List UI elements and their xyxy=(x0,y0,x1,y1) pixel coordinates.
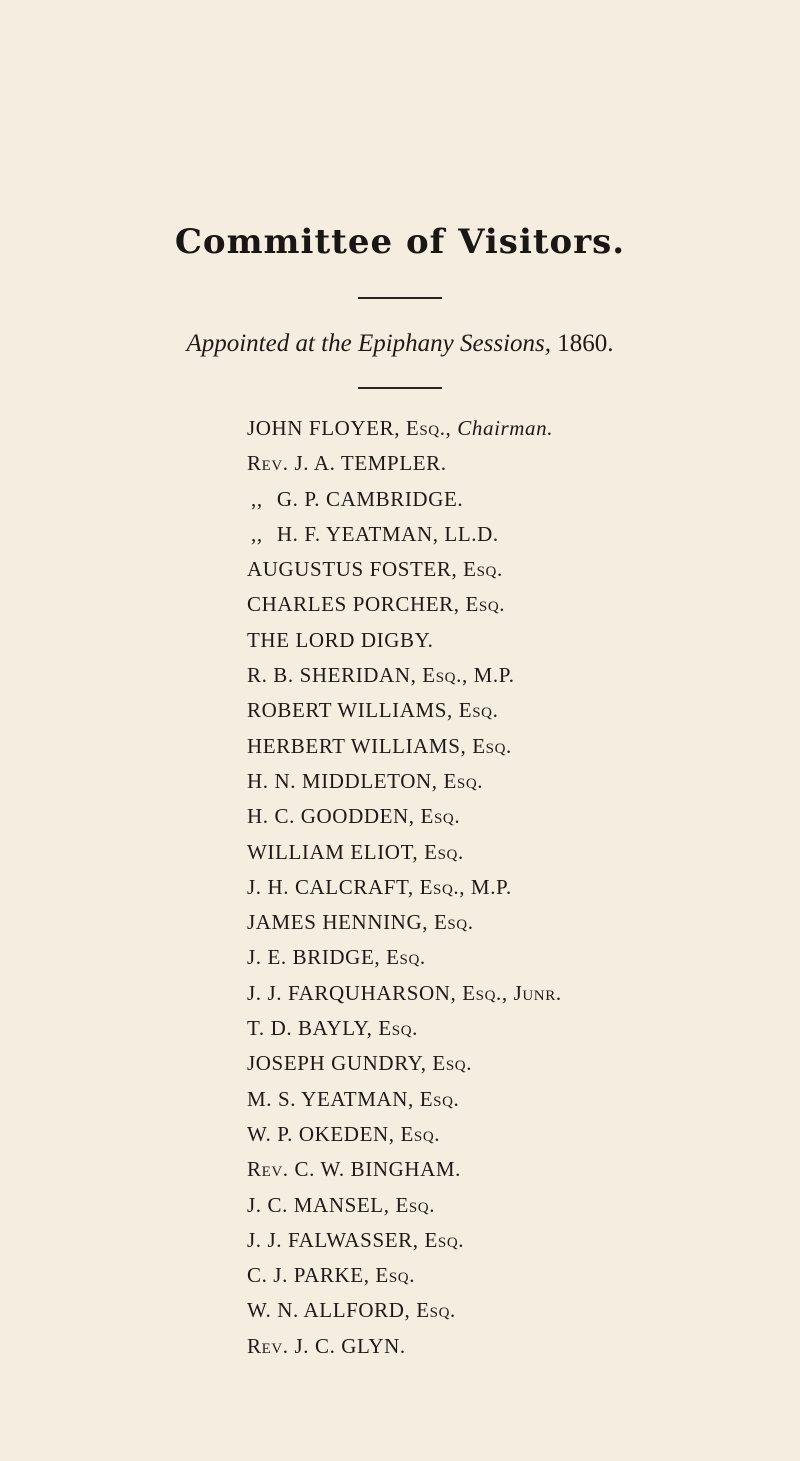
member-name: W. P. OKEDEN, xyxy=(247,1121,395,1146)
list-item xyxy=(247,658,562,693)
list-item xyxy=(247,1117,562,1152)
member-prefix: Rev. xyxy=(247,451,289,476)
list-item xyxy=(247,764,562,799)
member-suffix: Esq. xyxy=(472,733,512,758)
list-item xyxy=(247,799,562,834)
subtitle-main: Appointed at the Epiphany Sessions, xyxy=(186,330,552,357)
list-item xyxy=(247,587,562,622)
list-item xyxy=(247,482,562,517)
member-suffix: Esq., Junr. xyxy=(462,980,562,1005)
member-name: C. W. BINGHAM. xyxy=(294,1157,462,1182)
list-item xyxy=(247,905,562,940)
member-name: JOHN FLOYER, xyxy=(247,416,401,440)
list-item xyxy=(247,623,562,658)
member-suffix: Esq. xyxy=(420,804,461,829)
member-suffix: Esq. xyxy=(424,1227,465,1252)
list-item xyxy=(247,1011,562,1046)
member-suffix: Esq. xyxy=(416,1298,456,1323)
subtitle-year: 1860. xyxy=(557,330,614,357)
member-suffix: Esq., Chairman. xyxy=(405,416,554,440)
member-suffix: Esq. xyxy=(443,768,484,793)
member-suffix: Esq. xyxy=(386,945,426,970)
member-name: JAMES HENNING, xyxy=(247,910,429,935)
member-suffix: Esq. xyxy=(419,1086,460,1111)
member-suffix: Esq. xyxy=(400,1121,441,1146)
list-item xyxy=(247,1329,562,1364)
member-name: W. N. ALLFORD, xyxy=(247,1298,411,1323)
list-item xyxy=(247,1258,562,1293)
list-item xyxy=(247,1293,562,1328)
member-name: J. C. GLYN. xyxy=(294,1333,406,1358)
member-name: HERBERT WILLIAMS, xyxy=(247,733,467,758)
member-name: J. E. BRIDGE, xyxy=(247,945,381,970)
member-name: R. B. SHERIDAN, xyxy=(247,663,417,688)
list-item xyxy=(247,1188,562,1223)
member-suffix: Esq. xyxy=(375,1263,416,1288)
list-item xyxy=(247,693,562,728)
member-list xyxy=(247,411,562,1364)
list-item xyxy=(247,446,562,481)
member-name: H. F. YEATMAN, LL.D. xyxy=(276,521,499,546)
list-item xyxy=(247,976,562,1011)
list-item xyxy=(247,870,562,905)
list-item xyxy=(247,1082,562,1117)
member-name: JOSEPH GUNDRY, xyxy=(247,1051,427,1076)
subtitle xyxy=(0,330,800,358)
member-suffix: Esq. xyxy=(458,698,499,723)
member-suffix: Esq., M.P. xyxy=(422,663,515,688)
member-suffix: Esq. xyxy=(465,592,506,617)
chairman-label: Chairman. xyxy=(457,416,554,440)
member-name: J. A. TEMPLER. xyxy=(294,451,447,476)
member-prefix: Rev. xyxy=(247,1333,289,1358)
member-prefix: ,, xyxy=(251,521,263,546)
member-name: H. N. MIDDLETON, xyxy=(247,768,438,793)
member-prefix: Rev. xyxy=(247,1157,289,1182)
member-suffix: Esq. xyxy=(378,1016,418,1041)
member-prefix: ,, xyxy=(251,486,263,511)
member-name: J. H. CALCRAFT, xyxy=(247,874,414,899)
member-name: THE LORD DIGBY. xyxy=(247,627,434,652)
list-item xyxy=(247,1223,562,1258)
member-suffix: Esq. xyxy=(395,1192,436,1217)
subtitle-divider xyxy=(358,387,442,389)
member-suffix: Esq. xyxy=(432,1051,473,1076)
member-name: H. C. GOODDEN, xyxy=(247,804,415,829)
member-name: CHARLES PORCHER, xyxy=(247,592,460,617)
member-name: J. J. FARQUHARSON, xyxy=(247,980,457,1005)
list-item xyxy=(247,517,562,552)
member-name: AUGUSTUS FOSTER, xyxy=(247,557,458,582)
member-suffix: Esq., M.P. xyxy=(419,874,512,899)
list-item xyxy=(247,411,562,446)
title-divider xyxy=(358,297,442,299)
member-name: J. J. FALWASSER, xyxy=(247,1227,419,1252)
list-item xyxy=(247,940,562,975)
list-item xyxy=(247,835,562,870)
member-name: T. D. BAYLY, xyxy=(247,1016,373,1041)
member-name: G. P. CAMBRIDGE. xyxy=(276,486,464,511)
member-suffix: Esq. xyxy=(463,557,503,582)
member-name: M. S. YEATMAN, xyxy=(247,1086,414,1111)
member-suffix: Esq. xyxy=(424,839,464,864)
member-name: C. J. PARKE, xyxy=(247,1263,370,1288)
member-name: WILLIAM ELIOT, xyxy=(247,839,419,864)
page-title: Committee of Visitors. xyxy=(174,222,626,262)
list-item xyxy=(247,1152,562,1187)
member-suffix: Esq. xyxy=(433,910,474,935)
member-name: ROBERT WILLIAMS, xyxy=(247,698,453,723)
member-name: J. C. MANSEL, xyxy=(247,1192,390,1217)
list-item xyxy=(247,1046,562,1081)
list-item xyxy=(247,552,562,587)
list-item xyxy=(247,729,562,764)
